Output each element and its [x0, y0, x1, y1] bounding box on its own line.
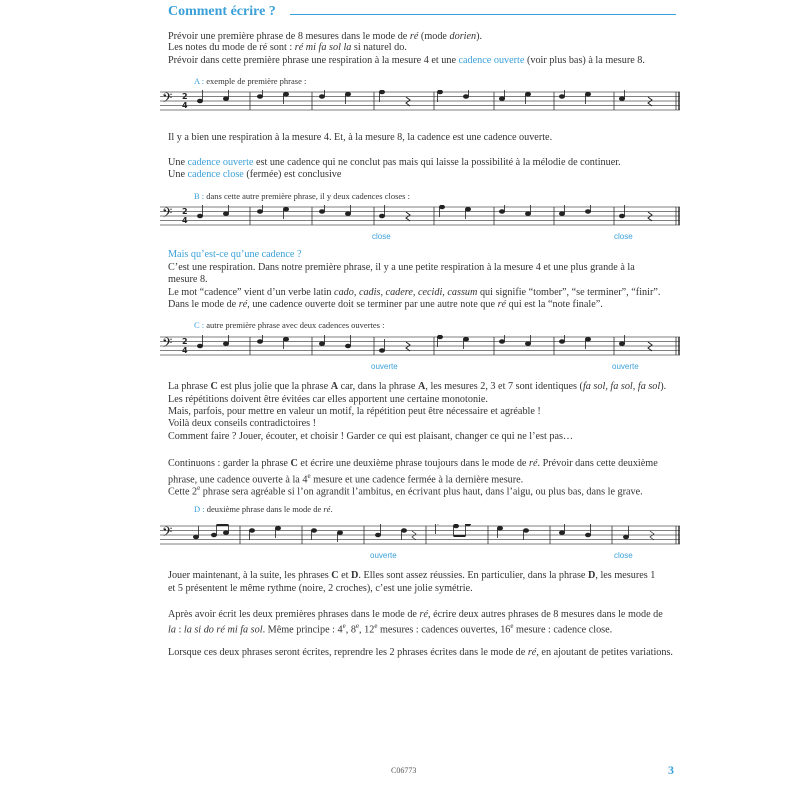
catalog-code: C06773: [391, 766, 417, 775]
cadence-heading: Mais qu’est-ce qu’une cadence ?: [168, 249, 302, 260]
para2-line-1: C’est une respiration. Dans notre première phrase, il y a une petite respiration à la mesure 4 et une plus grande à la: [168, 262, 635, 273]
cadence-label-d1: ouverte: [370, 551, 397, 560]
example-a-label: A : exemple de première phrase :: [194, 76, 307, 86]
svg-text:4: 4: [182, 216, 188, 225]
example-b-label: B : dans cette autre première phrase, il y deux cadences closes :: [194, 191, 410, 201]
para3-line-3: Mais, parfois, pour mettre en valeur un motif, la répétition peut être nécessaire et agréable !: [168, 406, 541, 417]
intro-line-1: Prévoir une première phrase de 8 mesures dans le mode de ré (mode dorien).: [168, 31, 483, 42]
para4-line-3: Cette 2e phrase sera agréable si l’on agrandit l’ambitus, en écrivant plus haut, dans l’aigu, ou plus bas, dans le grave.: [168, 484, 643, 498]
para2-line-3: Le mot “cadence” vient d’un verbe latin cado, cadis, cadere, cecidi, cassum qui signifie “tomber”, “se terminer”, “finir”.: [168, 287, 661, 298]
svg-text:𝄢: 𝄢: [162, 90, 173, 109]
para7: Lorsque ces deux phrases seront écrites, reprendre les 2 phrases écrites dans le mode de ré, en ajoutant de petites variations.: [168, 647, 673, 658]
para3-line-1: La phrase C est plus jolie que la phrase A car, dans la phrase A, les mesures 2, 3 et 7 sont identiques (fa sol, fa sol, fa sol).: [168, 381, 667, 392]
svg-text:2: 2: [182, 337, 188, 346]
cadence-label-c2: ouverte: [612, 362, 639, 371]
staff-b: [160, 205, 680, 227]
para4-line-2: phrase, une cadence ouverte à la 4e mesure et une cadence fermée à la dernière mesure.: [168, 472, 524, 486]
para6-line-1: Après avoir écrit les deux premières phrases dans le mode de ré, écrire deux autres phrases de 8 mesures dans le mode de: [168, 609, 663, 620]
cadence-label-b1: close: [372, 232, 391, 241]
para4-line-1: Continuons : garder la phrase C et écrire une deuxième phrase toujours dans le mode de ré. Prévoir dans cette deuxième: [168, 458, 658, 469]
staff-a: [160, 90, 680, 112]
staff-d: [160, 524, 680, 546]
intro-line-2: Les notes du mode de ré sont : ré mi fa sol la si naturel do.: [168, 42, 407, 53]
definition-closed: Une cadence close (fermée) est conclusive: [168, 169, 342, 180]
cadence-label-d2: close: [614, 551, 633, 560]
svg-text:𝄢: 𝄢: [162, 335, 173, 354]
svg-text:𝄢: 𝄢: [162, 205, 173, 224]
page-title: Comment écrire ?: [168, 4, 276, 19]
staff-c: [160, 335, 680, 357]
svg-text:𝄢: 𝄢: [162, 524, 173, 543]
para3-line-4: Voilà deux conseils contradictoires !: [168, 418, 317, 429]
after-a-text: Il y a bien une respiration à la mesure 4. Et, à la mesure 8, la cadence est une cadence ouverte.: [168, 132, 553, 143]
intro-line-3: Prévoir dans cette première phrase une respiration à la mesure 4 et une cadence ouverte (voir plus bas) à la mesure 8.: [168, 55, 645, 66]
para5-line-1: Jouer maintenant, à la suite, les phrases C et D. Elles sont assez réussies. En particulier, dans la phrase D, les mesures 1: [168, 570, 656, 581]
svg-text:4: 4: [182, 101, 188, 110]
definition-open: Une cadence ouverte est une cadence qui ne conclut pas mais qui laisse la possibilité à la mélodie de continuer.: [168, 157, 621, 168]
title-rule: [290, 14, 676, 15]
svg-text:2: 2: [182, 92, 188, 101]
para6-line-2: la : la si do ré mi fa sol. Même principe : 4e, 8e, 12e mesures : cadences ouvertes, 16e mesure : cadence close.: [168, 622, 613, 636]
page-number: 3: [668, 763, 674, 777]
example-d-label: D : deuxième phrase dans le mode de ré.: [194, 504, 333, 514]
svg-text:4: 4: [182, 346, 188, 355]
cadence-label-c1: ouverte: [371, 362, 398, 371]
para3-line-2: Les répétitions doivent être évitées car elles apportent une certaine monotonie.: [168, 394, 488, 405]
svg-text:2: 2: [182, 207, 188, 216]
para2-line-4: Dans le mode de ré, une cadence ouverte doit se terminer par une autre note que ré qui est la “note finale”.: [168, 299, 603, 310]
para3-line-5: Comment faire ? Jouer, écouter, et choisir ! Garder ce qui est plaisant, changer ce qui ne l’est pas…: [168, 431, 574, 442]
example-c-label: C : autre première phrase avec deux cadences ouvertes :: [194, 320, 385, 330]
para5-line-2: et 5 présentent le même rythme (noire, 2 croches), c’est une jolie symétrie.: [168, 583, 473, 594]
cadence-label-b2: close: [614, 232, 633, 241]
para2-line-2: mesure 8.: [168, 274, 208, 285]
